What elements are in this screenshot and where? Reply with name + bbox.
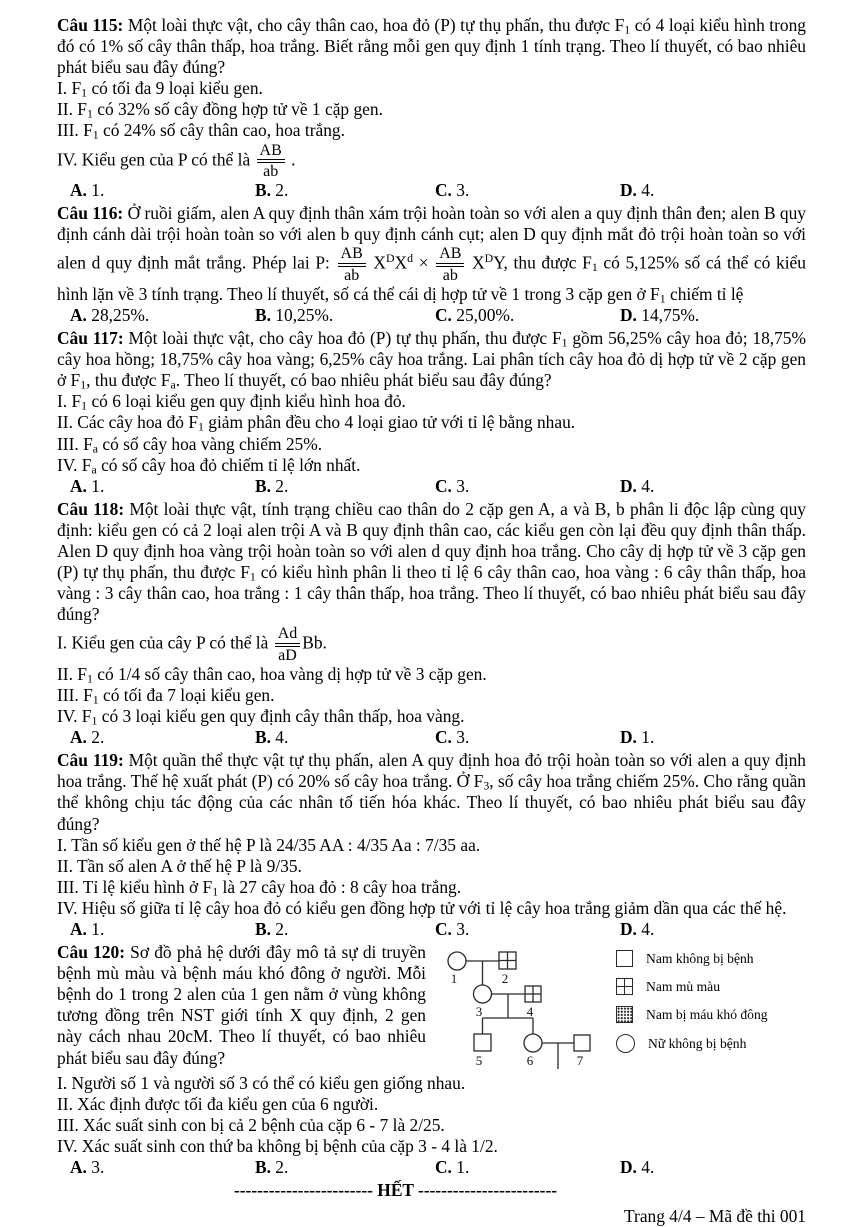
question-117-statement-4: IV. $F_a$ có số cây hoa đỏ chiếm tỉ lệ lớn nhất. (57, 454, 361, 477)
genotype-fraction: $\frac{AB}{ab}$ (257, 143, 285, 180)
legend-item-male-hemophilia (616, 1006, 768, 1023)
svg-text:5: 5 (475, 1053, 483, 1069)
answer-option-b: B. 10,25%. (255, 304, 334, 325)
answer-option-b: B. 2. (255, 180, 289, 201)
question-119-answers (57, 919, 806, 940)
question-120-statement-3: III. Xác suất sinh con bị cả 2 bệnh của cặp 6 - 7 là 2/25. (57, 1115, 445, 1136)
circle-empty-icon (616, 1034, 635, 1053)
answer-option-a: A. 1. (70, 475, 105, 496)
svg-text:6: 6 (526, 1053, 534, 1069)
question-119-body: Câu 119: Một quần thể thực vật tự thụ phấn, alen A quy định hoa đỏ trội hoàn toàn so với alen a quy định hoa trắng. Thế hệ xuất phát (P) có 20% số cây hoa trắng. Ở $F_3$, số cây hoa trắng chiếm 25%. Cho rằng quần thể không chịu tác động của các nhân tố tiến hóa khác. Theo lí thuyết, có bao nhiêu phát biểu sau đây đúng? (57, 750, 806, 834)
legend-label: Nữ không bị bệnh (648, 1036, 747, 1052)
legend-item-male-colorblind (616, 978, 768, 995)
pedigree-individual-6 (524, 1034, 542, 1068)
answer-option-a: A. 2. (70, 727, 105, 748)
question-115-statement-3: III. $F_1$ có 24% số cây thân cao, hoa trắng. (57, 120, 345, 143)
pedigree-individual-5 (474, 1034, 491, 1068)
question-119 (57, 750, 806, 940)
question-115-statement-2: II. $F_1$ có 32% số cây đồng hợp tử về 1 cặp gen. (57, 99, 383, 121)
question-119-statement-2: II. Tần số alen A ở thế hệ P là 9/35. (57, 855, 302, 876)
page-number-label: Trang 4/4 – Mã đề thi 001 (624, 1205, 806, 1226)
pedigree-individual-3 (474, 985, 492, 1019)
answer-option-b: B. 4. (255, 727, 289, 748)
answer-option-b: B. 2. (255, 1157, 289, 1178)
answer-option-c: C. 3. (435, 180, 470, 201)
question-119-statement-3: III. Tỉ lệ kiểu hình ở $F_1$ là 27 cây hoa đỏ : 8 cây hoa trắng. (57, 876, 462, 899)
answer-option-b: B. 2. (255, 475, 289, 496)
answer-option-c: C. 3. (435, 918, 470, 939)
question-115-statement-4: IV. Kiểu gen của P có thể là $\frac{AB}{ab}$ . (57, 141, 296, 180)
square-stippled-icon (616, 1006, 633, 1023)
genotype-fraction: $\frac{Ad}{aD}$ (275, 626, 301, 663)
question-118-statement-1: I. Kiểu gen của cây P có thể là $\frac{Ad}{aD}$ Bb. (57, 625, 327, 664)
question-120-answers (57, 1157, 806, 1178)
question-117-statement-3: III. $F_a$ có số cây hoa vàng chiếm 25%. (57, 433, 323, 456)
question-120-statement-2: II. Xác định được tối đa kiểu gen của 6 người. (57, 1094, 379, 1115)
legend-label: Nam không bị bệnh (646, 951, 754, 967)
answer-option-d: D. 4. (620, 180, 655, 201)
question-116-answers (57, 305, 806, 326)
question-116 (57, 203, 806, 326)
question-117-statement-2: II. Các cây hoa đỏ $F_1$ giảm phân đều cho 4 loại giao tử với tỉ lệ bằng nhau. (57, 412, 576, 434)
answer-option-d: D. 4. (620, 475, 655, 496)
answer-option-d: D. 1. (620, 727, 655, 748)
answer-option-a: A. 28,25%. (70, 304, 150, 325)
pedigree-legend (616, 945, 768, 1053)
question-117 (57, 328, 806, 497)
question-118-statement-2: II. $F_1$ có 1/4 số cây thân cao, hoa vàng dị hợp tử về 3 cặp gen. (57, 663, 487, 686)
answer-option-a: A. 1. (70, 180, 105, 201)
legend-label: Nam mù màu (646, 979, 720, 995)
question-115-statement-1: I. $F_1$ có tối đa 9 loại kiểu gen. (57, 78, 263, 100)
question-116-body: Câu 116: Ở ruồi giấm, alen A quy định thân xám trội hoàn toàn so với alen a quy định thân đen; alen B quy định cánh dài trội hoàn toàn so với alen b quy định cánh cụt; alen D quy định mắt đỏ trội hoàn toàn so với alen d quy định mắt trắng. Phép lai P: $\frac{AB}{ab}$ $X^DX^d$ × $\frac{AB}{ab}$ $X^DY$, thu được $F_1$ có 5,125% số cá thể có kiểu hình lặn về 3 tính trạng. Theo lí thuyết, số cá thể cái dị hợp tử về 1 trong 3 cặp gen ở $F_1$ chiếm tỉ lệ (57, 203, 806, 306)
answer-option-b: B. 2. (255, 918, 289, 939)
svg-text:4: 4 (526, 1004, 534, 1020)
question-117-answers (57, 476, 806, 497)
question-120-statement-1: I. Người số 1 và người số 3 có thể có kiểu gen giống nhau. (57, 1073, 466, 1094)
question-115 (57, 15, 806, 201)
question-115-answers (57, 180, 806, 201)
answer-option-d: D. 4. (620, 918, 655, 939)
svg-text:1: 1 (450, 971, 458, 987)
answer-option-c: C. 25,00%. (435, 304, 515, 325)
question-119-statement-1: I. Tần số kiểu gen ở thế hệ P là 24/35 AA : 4/35 Aa : 7/35 aa. (57, 834, 481, 855)
question-120-statement-4: IV. Xác suất sinh con thứ ba không bị bệnh của cặp 3 - 4 là 1/2. (57, 1136, 498, 1157)
answer-option-c: C. 3. (435, 475, 470, 496)
square-empty-icon (616, 950, 633, 967)
svg-text:7: 7 (576, 1053, 584, 1069)
pedigree-individual-4 (525, 986, 541, 1019)
pedigree-individual-2 (499, 952, 516, 986)
pedigree-figure (434, 945, 806, 1071)
answer-option-a: A. 1. (70, 918, 105, 939)
question-118-body: Câu 118: Một loài thực vật, tính trạng chiều cao thân do 2 cặp gen A, a và B, b phân li độc lập cùng quy định: kiểu gen có cả 2 loại alen trội A và B quy định thân cao, các kiểu gen còn lại đều quy định thân thấp. Alen D quy định hoa vàng trội hoàn toàn so với alen d quy định hoa trắng. Cho cây dị hợp tử về 3 cặp gen (P) tự thụ phấn, thu được $F_1$ có kiểu hình phân li theo tỉ lệ 6 cây thân cao, hoa vàng : 6 cây thân thấp, hoa vàng : 3 cây thân cao, hoa trắng : 1 cây thân thấp, hoa trắng. Theo lí thuyết, có bao nhiêu phát biểu sau đây đúng? (57, 498, 807, 625)
answer-option-d: D. 14,75%. (620, 304, 700, 325)
svg-text:3: 3 (475, 1004, 483, 1020)
question-118-answers (57, 727, 806, 748)
svg-text:2: 2 (501, 971, 509, 987)
end-of-exam-marker: ------------------------ HẾT ------------------------ (233, 1179, 558, 1200)
legend-label: Nam bị máu khó đông (646, 1007, 768, 1023)
question-118-statement-3: III. $F_1$ có tối đa 7 loại kiểu gen. (57, 684, 275, 707)
legend-item-female-unaffected (616, 1034, 768, 1053)
pedigree-individual-7 (574, 1035, 590, 1068)
question-118 (57, 499, 806, 748)
question-117-statement-1: I. $F_1$ có 6 loại kiểu gen quy định kiểu hình hoa đỏ. (57, 391, 406, 413)
pedigree-individual-1 (448, 952, 466, 986)
genotype-fraction: $\frac{AB}{ab}$ (338, 246, 366, 283)
answer-option-c: C. 3. (435, 727, 470, 748)
answer-option-d: D. 4. (620, 1157, 655, 1178)
genotype-fraction: $\frac{AB}{ab}$ (436, 246, 464, 283)
question-120 (57, 942, 806, 1178)
legend-item-male-unaffected (616, 950, 768, 967)
question-115-body: Câu 115: Một loài thực vật, cho cây thân cao, hoa đỏ (P) tự thụ phấn, thu được $F_1$ có 4 loại kiểu hình trong đó có 1% số cây thân thấp, hoa trắng. Biết rằng mỗi gen quy định 1 tính trạng. Theo lí thuyết, có bao nhiêu phát biểu sau đây đúng? (57, 15, 806, 78)
question-117-body: Câu 117: Một loài thực vật, cho cây hoa đỏ (P) tự thụ phấn, thu được $F_1$ gồm 56,25% cây hoa đỏ; 18,75% cây hoa hồng; 18,75% cây hoa vàng; 6,25% cây hoa trắng. Lai phân tích cây hoa đỏ dị hợp tử về 2 cặp gen ở $F_1$, thu được $F_a$. Theo lí thuyết, có bao nhiêu phát biểu sau đây đúng? (57, 328, 806, 392)
question-120-body: Câu 120: Sơ đồ phả hệ dưới đây mô tả sự di truyền bệnh mù màu và bệnh máu khó đông ở người. Mỗi bệnh do 1 trong 2 alen của 1 gen nằm ở vùng không tương đồng trên NST giới tính X quy định, 2 gen này cách nhau 20cM. Theo lí thuyết, có bao nhiêu phát biểu sau đây đúng? (57, 942, 426, 1068)
question-118-statement-4: IV. $F_1$ có 3 loại kiểu gen quy định cây thân thấp, hoa vàng. (57, 706, 465, 728)
square-cross-icon (616, 978, 633, 995)
question-119-statement-4: IV. Hiệu số giữa tỉ lệ cây hoa đỏ có kiểu gen đồng hợp tử với tỉ lệ cây hoa trắng giảm dần qua các thế hệ. (57, 897, 787, 918)
answer-option-c: C. 1. (435, 1157, 470, 1178)
answer-option-a: A. 3. (70, 1157, 105, 1178)
pedigree-chart (434, 945, 606, 1071)
